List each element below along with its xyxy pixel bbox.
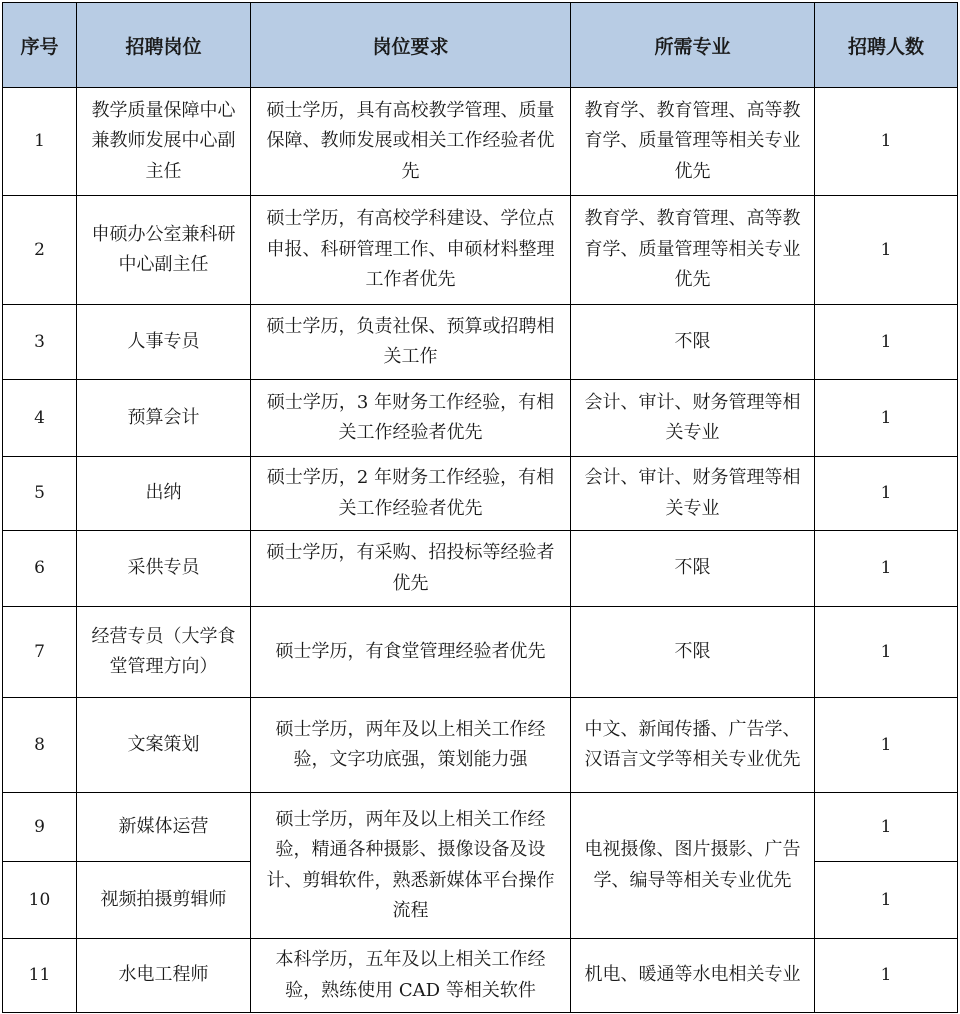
cell-count: 1 bbox=[815, 698, 958, 793]
header-major: 所需专业 bbox=[571, 3, 815, 88]
cell-no: 1 bbox=[3, 88, 77, 196]
cell-position: 新媒体运营 bbox=[77, 793, 251, 862]
cell-major: 中文、新闻传播、广告学、汉语言文学等相关专业优先 bbox=[571, 698, 815, 793]
cell-major: 教育学、教育管理、高等教育学、质量管理等相关专业优先 bbox=[571, 88, 815, 196]
table-row bbox=[3, 380, 958, 457]
cell-count: 1 bbox=[815, 939, 958, 1013]
cell-major: 机电、暖通等水电相关专业 bbox=[571, 939, 815, 1013]
cell-count: 1 bbox=[815, 380, 958, 457]
cell-position: 教学质量保障中心兼教师发展中心副主任 bbox=[77, 88, 251, 196]
table-row bbox=[3, 88, 958, 196]
cell-position: 出纳 bbox=[77, 457, 251, 531]
cell-no: 2 bbox=[3, 196, 77, 305]
cell-no: 6 bbox=[3, 531, 77, 607]
table-row bbox=[3, 531, 958, 607]
cell-count: 1 bbox=[815, 305, 958, 380]
cell-requirement: 硕士学历，2 年财务工作经验，有相关工作经验者优先 bbox=[251, 457, 571, 531]
cell-requirement: 硕士学历，有高校学科建设、学位点申报、科研管理工作、申硕材料整理工作者优先 bbox=[251, 196, 571, 305]
cell-major: 教育学、教育管理、高等教育学、质量管理等相关专业优先 bbox=[571, 196, 815, 305]
cell-major: 会计、审计、财务管理等相关专业 bbox=[571, 380, 815, 457]
header-no: 序号 bbox=[3, 3, 77, 88]
cell-position: 水电工程师 bbox=[77, 939, 251, 1013]
cell-position: 采供专员 bbox=[77, 531, 251, 607]
header-row bbox=[3, 3, 958, 88]
cell-count: 1 bbox=[815, 862, 958, 939]
cell-no: 9 bbox=[3, 793, 77, 862]
cell-no: 11 bbox=[3, 939, 77, 1013]
table-row bbox=[3, 939, 958, 1013]
cell-position: 视频拍摄剪辑师 bbox=[77, 862, 251, 939]
cell-position: 人事专员 bbox=[77, 305, 251, 380]
cell-requirement: 硕士学历，负责社保、预算或招聘相关工作 bbox=[251, 305, 571, 380]
cell-requirement: 硕士学历，具有高校教学管理、质量保障、教师发展或相关工作经验者优先 bbox=[251, 88, 571, 196]
cell-requirement: 硕士学历，有采购、招投标等经验者优先 bbox=[251, 531, 571, 607]
cell-no: 5 bbox=[3, 457, 77, 531]
cell-major: 不限 bbox=[571, 607, 815, 698]
cell-count: 1 bbox=[815, 793, 958, 862]
cell-major: 不限 bbox=[571, 531, 815, 607]
cell-requirement: 硕士学历，有食堂管理经验者优先 bbox=[251, 607, 571, 698]
table-row bbox=[3, 196, 958, 305]
cell-count: 1 bbox=[815, 457, 958, 531]
cell-major: 电视摄像、图片摄影、广告学、编导等相关专业优先 bbox=[571, 793, 815, 939]
cell-count: 1 bbox=[815, 196, 958, 305]
header-count: 招聘人数 bbox=[815, 3, 958, 88]
cell-no: 10 bbox=[3, 862, 77, 939]
cell-major: 不限 bbox=[571, 305, 815, 380]
cell-position: 申硕办公室兼科研中心副主任 bbox=[77, 196, 251, 305]
cell-count: 1 bbox=[815, 607, 958, 698]
cell-no: 7 bbox=[3, 607, 77, 698]
table-row bbox=[3, 607, 958, 698]
cell-count: 1 bbox=[815, 531, 958, 607]
cell-position: 经营专员（大学食堂管理方向） bbox=[77, 607, 251, 698]
header-requirement: 岗位要求 bbox=[251, 3, 571, 88]
cell-position: 文案策划 bbox=[77, 698, 251, 793]
cell-count: 1 bbox=[815, 88, 958, 196]
table-row bbox=[3, 698, 958, 793]
recruitment-table bbox=[2, 2, 958, 1013]
cell-no: 8 bbox=[3, 698, 77, 793]
header-position: 招聘岗位 bbox=[77, 3, 251, 88]
cell-no: 3 bbox=[3, 305, 77, 380]
cell-position: 预算会计 bbox=[77, 380, 251, 457]
cell-requirement: 硕士学历，两年及以上相关工作经验，文字功底强，策划能力强 bbox=[251, 698, 571, 793]
cell-requirement: 本科学历，五年及以上相关工作经验，熟练使用 CAD 等相关软件 bbox=[251, 939, 571, 1013]
cell-requirement: 硕士学历，3 年财务工作经验，有相关工作经验者优先 bbox=[251, 380, 571, 457]
table-row bbox=[3, 457, 958, 531]
cell-requirement: 硕士学历，两年及以上相关工作经验，精通各种摄影、摄像设备及设计、剪辑软件，熟悉新媒体平台操作流程 bbox=[251, 793, 571, 939]
table-row bbox=[3, 305, 958, 380]
table-row bbox=[3, 793, 958, 862]
cell-no: 4 bbox=[3, 380, 77, 457]
cell-major: 会计、审计、财务管理等相关专业 bbox=[571, 457, 815, 531]
